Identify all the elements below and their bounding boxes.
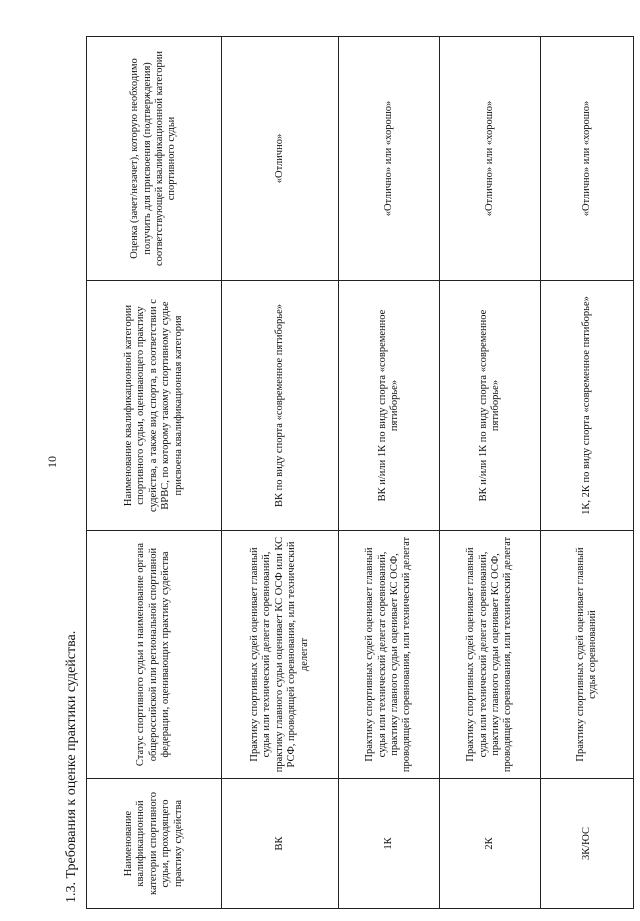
practice-evaluation-table: [86, 36, 634, 909]
header-evaluator-category: Наименование квалификационной категории спортивного судьи, оценивающего практику судейства, а также вид спорта, в соответствии с ВРВС, по которому такому спортивному судье присвоена квалификационная категория: [87, 281, 222, 531]
cell-grade: «Отлично» или «хорошо»: [440, 37, 541, 281]
cell-status: Практику спортивных судей оценивает главный судья соревнований: [541, 531, 634, 779]
cell-status: Практику спортивных судей оценивает главный судья или технический делегат соревнований, практику главного судьи оценивает КС ОСФ, проводящей соревнования, или технический делегат: [339, 531, 440, 779]
table-row: [222, 37, 339, 909]
cell-category: 1К: [339, 779, 440, 909]
cell-category: 3К/ЮС: [541, 779, 634, 909]
table-row: [339, 37, 440, 909]
cell-evaluator: ВК и/или 1К по виду спорта «современное пятиборье»: [440, 281, 541, 531]
cell-evaluator: ВК по виду спорта «современное пятиборье»: [222, 281, 339, 531]
cell-grade: «Отлично»: [222, 37, 339, 281]
header-status: Статус спортивного судьи и наименование органа общероссийской или региональной спортивной федерации, оценивающих практику судейства: [87, 531, 222, 779]
cell-category: 2К: [440, 779, 541, 909]
table-header-row: [87, 37, 222, 909]
header-grade: Оценка (зачет/незачет), которую необходимо получить для присвоения (подтверждения) соответствующей квалификационной категории спортивного судьи: [87, 37, 222, 281]
cell-category: ВК: [222, 779, 339, 909]
cell-evaluator: ВК и/или 1К по виду спорта «современное пятиборье»: [339, 281, 440, 531]
cell-status: Практику спортивных судей оценивает главный судья или технический делегат соревнований, практику главного судьи оценивает КС ОСФ, проводящей соревнования, или технический делегат: [440, 531, 541, 779]
header-category: Наименование квалификационной категории спортивного судьи, проходящего практику судейства: [87, 779, 222, 909]
page-number: 10: [45, 456, 59, 468]
cell-grade: «Отлично» или «хорошо»: [339, 37, 440, 281]
cell-grade: «Отлично» или «хорошо»: [541, 37, 634, 281]
section-heading: 1.3. Требования к оценке практики судейства.: [64, 630, 79, 903]
cell-status: Практику спортивных судей оценивает главный судья или технический делегат соревнований, практику главного судьи оценивает КС ОСФ или КС РСФ, проводящей соревнования, или технический делегат: [222, 531, 339, 779]
cell-evaluator: 1К, 2К по виду спорта «современное пятиборье»: [541, 281, 634, 531]
table-row: [541, 37, 634, 909]
table-row: [440, 37, 541, 909]
